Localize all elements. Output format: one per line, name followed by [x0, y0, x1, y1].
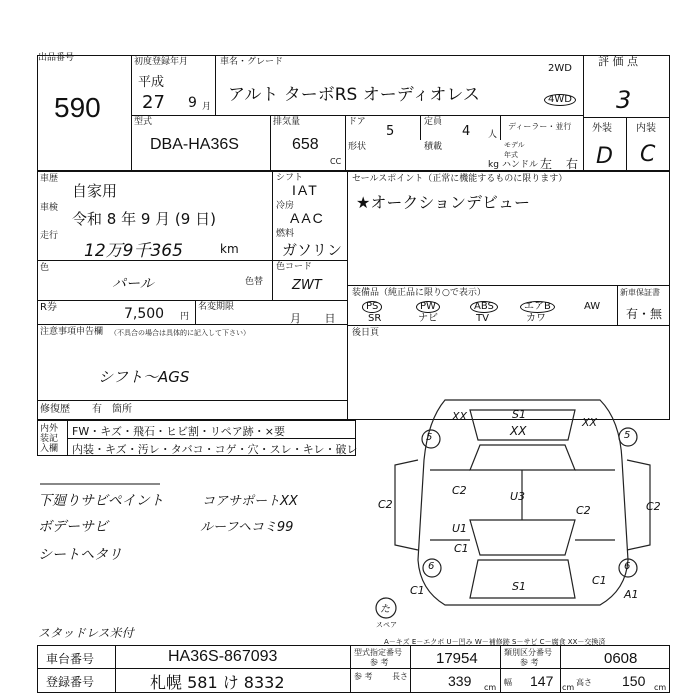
car-name: アルト ターボRS オーディオレス [228, 85, 480, 105]
inspector-note-left-3: シートヘタリ [38, 547, 122, 563]
extra-input-label: 内外装記入欄 [40, 424, 59, 454]
kg-unit: kg [488, 160, 499, 170]
recycle-fee: 7,500 [124, 306, 165, 322]
equip-pw: PW [416, 301, 440, 313]
diagram-mark: 6 [624, 561, 631, 572]
interior-damage-line: 内装・キズ・汚レ・タバコ・コゲ・穴・スレ・キレ・破レ [72, 443, 358, 456]
diagram-mark: 6 [428, 561, 435, 572]
drive-4wd: 4WD [544, 94, 576, 106]
repair-unit: 箇所 [112, 404, 132, 415]
yen-unit: 円 [180, 312, 190, 322]
dealer-label: ディーラー・並行 [508, 122, 572, 131]
exterior-grade: D [596, 144, 613, 169]
load-label: 積載 [424, 142, 443, 152]
equipment-label: 装備品（純正品に限り○で表示） [352, 288, 486, 298]
length-label: 長さ [392, 672, 408, 681]
era: 平成 [138, 75, 165, 90]
handle-left: 左 [540, 157, 553, 171]
class-number: 0608 [604, 650, 638, 667]
interior-grade: C [640, 142, 656, 167]
frame-number: HA36S-867093 [168, 648, 278, 665]
color-label: 色 [40, 263, 50, 273]
fuel: ガソリン [282, 241, 343, 259]
doors: 5 [386, 124, 395, 139]
equip-aw: AW [584, 301, 601, 312]
sales-point-label: セールスポイント（正常に機能するものに限ります） [352, 174, 568, 184]
diagram-mark: U3 [510, 490, 526, 503]
type-designation: 17954 [436, 650, 478, 667]
fw-damage-line: FW・キズ・飛石・ヒビ割・リペア跡・×要 [72, 425, 285, 438]
equip-airbag: エアB [520, 301, 555, 313]
diagram-mark: XX [452, 410, 468, 423]
color-code: ZWT [292, 278, 322, 293]
vehicle-history: 自家用 [72, 182, 118, 200]
first-registration-label: 初度登録年月 [134, 57, 189, 67]
displacement: 658 [292, 136, 319, 153]
km-unit: km [220, 242, 239, 256]
door-label: ドア [348, 117, 366, 127]
inspector-signature: スタッドレス米付 [38, 626, 134, 640]
shape-label: 形状 [348, 142, 367, 152]
width-label: 幅 [504, 678, 512, 687]
score-value: 3 [616, 86, 632, 114]
inspector-note-right-1: コアサポートXX [202, 494, 298, 509]
diagram-mark: S1 [512, 580, 526, 593]
capacity: 4 [462, 124, 471, 139]
title-deadline-label: 名変期限 [198, 302, 235, 312]
equip-tv: TV [476, 313, 489, 324]
diagram-mark: C2 [378, 498, 393, 511]
new-car-warranty: 有・無 [626, 307, 663, 321]
interior-label: 内装 [636, 123, 656, 134]
registration-number: 札幌 581 け 8332 [150, 673, 285, 692]
later-label: 後日頁 [352, 328, 380, 338]
height-label: 高さ [576, 678, 592, 687]
registration-year: 27 [142, 92, 165, 113]
shift: IAT [292, 182, 319, 198]
class-number-label: 類別区分番号 [504, 648, 552, 657]
length: 339 [448, 673, 472, 689]
equip-leather: カワ [526, 313, 546, 324]
exterior-label: 外装 [592, 123, 612, 134]
diagram-mark: S1 [512, 408, 526, 421]
diagram-mark: XX [582, 416, 598, 429]
equip-navi: ナビ [418, 313, 438, 324]
repair-label: 修復歴 [40, 404, 70, 415]
frame-number-label: 車台番号 [46, 652, 95, 666]
inspector-note-right-2: ルーフヘコミ99 [200, 520, 294, 535]
cm-unit-1: cm [484, 683, 497, 692]
displacement-label: 排気量 [273, 117, 301, 127]
color-code-label: 色コード [276, 262, 313, 272]
ac: AAC [290, 210, 325, 226]
cm-unit-2: cm [562, 683, 575, 692]
capacity-unit: 人 [488, 130, 498, 140]
handle-label: ハンドル [502, 160, 539, 170]
diagram-mark: C1 [592, 574, 607, 587]
inspector-note-left-1: 下廻りサビペイント [38, 493, 164, 509]
new-car-warranty-label: 新車保証書 [620, 288, 660, 297]
damage-legend: A－キズ E－エクボ U－凹み W－補修跡 S－サビ C－腐食 XX－交換済 [384, 638, 606, 646]
diagram-mark: 5 [624, 430, 631, 441]
equip-sr: SR [368, 313, 382, 324]
equip-ps: PS [362, 301, 382, 313]
lot-number: 590 [54, 92, 101, 123]
capacity-label: 定員 [424, 117, 443, 127]
notes-sub-label: （不具合の場合は具体的に記入して下さい） [110, 329, 250, 337]
type-designation-label: 型式指定番号 [354, 648, 402, 657]
cm-unit-3: cm [654, 683, 667, 692]
cc-unit: CC [330, 157, 342, 166]
model-label: 型式 [134, 117, 153, 127]
repair-value: 有 [92, 404, 102, 415]
reference-label-3: 参 考 [354, 672, 373, 681]
inspector-note-left-2: ボデーサビ [38, 519, 108, 535]
diagram-mark: 5 [426, 432, 433, 443]
inspection-date: 令和 8 年 9 月 (9 日) [72, 210, 216, 228]
ac-label: 冷房 [276, 201, 295, 211]
diagram-mark: た [380, 604, 390, 615]
history-label: 車歴 [40, 174, 59, 184]
diagram-mark: C1 [454, 542, 469, 555]
diagram-mark: C2 [646, 500, 661, 513]
notes-text: シフト～AGS [98, 368, 190, 386]
mileage: 12万9千365 [84, 241, 183, 261]
diagram-mark: XX [510, 424, 527, 438]
sales-point: ★オークションデビュー [356, 193, 531, 212]
car-name-label: 車名・グレード [220, 57, 284, 67]
lot-number-label: 出品番号 [38, 53, 75, 63]
month-unit: 月 [202, 102, 212, 112]
height: 150 [622, 673, 646, 689]
recycle-label: R券 [40, 302, 57, 313]
drive-2wd: 2WD [548, 63, 572, 74]
model-year-label: モデル年式 [504, 141, 525, 159]
shift-label: シフト [276, 173, 304, 183]
mileage-label: 走行 [40, 231, 59, 241]
diagram-mark: C1 [410, 584, 425, 597]
registration-number-label: 登録番号 [46, 675, 95, 689]
fuel-label: 燃料 [276, 229, 295, 239]
diagram-mark: C2 [452, 484, 467, 497]
color-change-label: 色替 [245, 277, 264, 287]
title-deadline-month-day: 月 日 [290, 312, 336, 325]
notes-label: 注意事項申告欄 [40, 327, 104, 337]
diagram-mark: U1 [452, 522, 468, 535]
spare-label: スペア [376, 621, 397, 629]
registration-month: 9 [188, 95, 197, 111]
reference-label-2: 参 考 [520, 658, 539, 667]
reference-label-1: 参 考 [370, 658, 389, 667]
model-code: DBA-HA36S [150, 136, 239, 153]
inspection-label: 車検 [40, 203, 59, 213]
diagram-mark: A1 [624, 588, 639, 601]
handle-right: 右 [566, 157, 579, 171]
equip-abs: ABS [470, 301, 498, 313]
score-label: 評 価 点 [598, 55, 638, 68]
diagram-mark: C2 [576, 504, 591, 517]
width: 147 [530, 673, 554, 689]
color: パール [112, 276, 154, 292]
